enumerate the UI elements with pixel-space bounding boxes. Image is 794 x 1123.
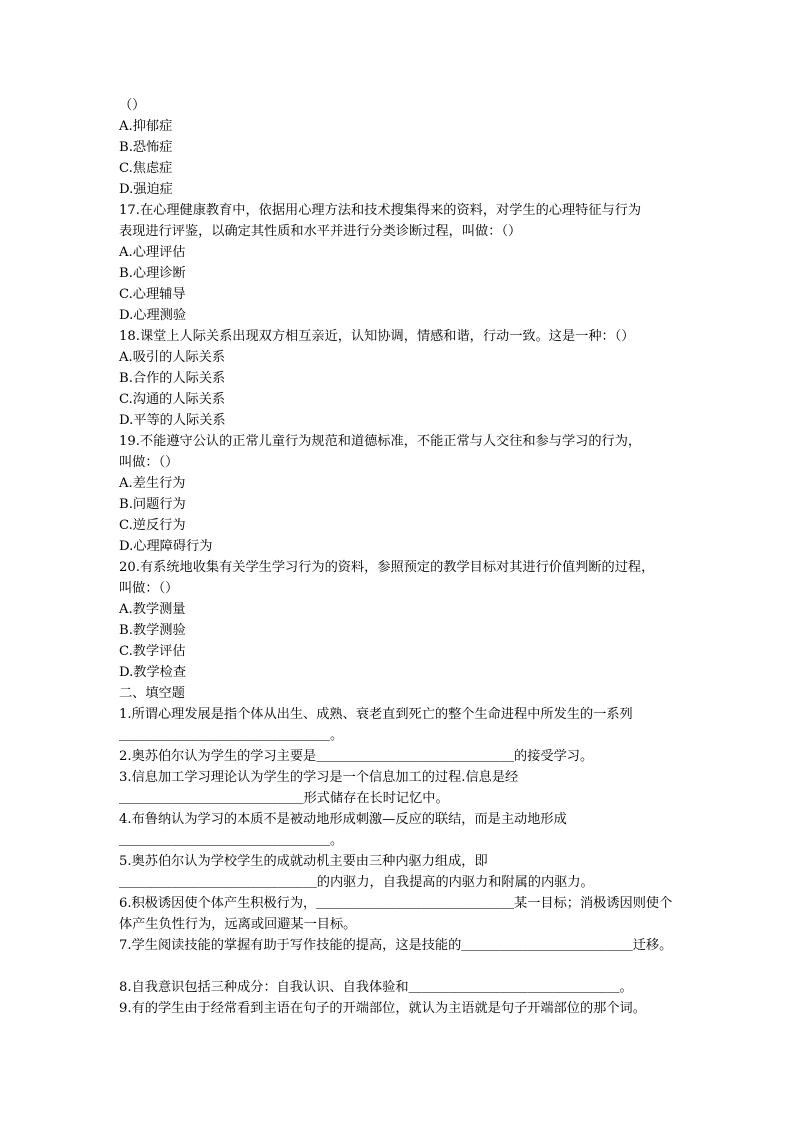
q16-option-a: A.抑郁症 (119, 119, 173, 134)
q20-option-a: A.教学测量 (119, 602, 186, 617)
fill4-line1: 4.布鲁纳认为学习的本质不是被动地形成刺激—反应的联结，而是主动地形成 (119, 812, 567, 827)
q16-option-c: C.焦虑症 (119, 161, 173, 176)
q17-option-a: A.心理评估 (119, 245, 186, 260)
q18-option-b: B.合作的人际关系 (119, 371, 226, 386)
q16-answer-paren: （） (119, 98, 146, 113)
q18-option-c: C.沟通的人际关系 (119, 392, 226, 407)
q19-option-c: C.逆反行为 (119, 518, 186, 533)
q17-option-b: B.心理诊断 (119, 266, 186, 281)
fill2-line: 2.奥苏伯尔认为学生的学习主要是＿＿＿＿＿＿＿＿＿＿＿＿＿＿＿的接受学习。 (119, 749, 594, 764)
q17-text-line1: 17.在心理健康教育中，依据用心理方法和技术搜集得来的资料，对学生的心理特征与行为 (119, 203, 642, 218)
q19-text-line2: 叫做：（） (119, 455, 179, 470)
q20-text-line1: 20.有系统地收集有关学生学习行为的资料，参照预定的教学目标对其进行价值判断的过程， (119, 560, 655, 575)
q16-option-d: D.强迫症 (119, 182, 173, 197)
q20-option-d: D.教学检查 (119, 665, 187, 680)
q17-text-line2: 表现进行评鉴，以确定其性质和水平并进行分类诊断过程，叫做：（） (119, 224, 522, 239)
q20-option-c: C.教学评估 (119, 644, 186, 659)
fill6-line1: 6.积极诱因使个体产生积极行为，＿＿＿＿＿＿＿＿＿＿＿＿＿＿＿某一目标；消极诱因则使个 (119, 896, 673, 911)
fill3-line2: ＿＿＿＿＿＿＿＿＿＿＿＿＿＿形式储存在长时记忆中。 (119, 791, 449, 806)
q16-option-b: B.恐怖症 (119, 140, 173, 155)
q20-option-b: B.教学测验 (119, 623, 186, 638)
q17-option-c: C.心理辅导 (119, 287, 186, 302)
section-heading-fill-in: 二、填空题 (119, 686, 185, 701)
fill4-line2: ＿＿＿＿＿＿＿＿＿＿＿＿＿＿＿＿。 (119, 833, 344, 848)
fill5-line1: 5.奥苏伯尔认为学校学生的成就动机主要由三种内驱力组成，即 (119, 854, 488, 869)
fill5-line2: ＿＿＿＿＿＿＿＿＿＿＿＿＿＿＿的内驱力，自我提高的内驱力和附属的内驱力。 (119, 875, 594, 890)
q20-text-line2: 叫做：（） (119, 581, 179, 596)
fill9-line: 9.有的学生由于经常看到主语在句子的开端部位，就认为主语就是句子开端部位的那个词。 (119, 1001, 646, 1016)
q19-option-d: D.心理障碍行为 (119, 539, 213, 554)
q18-option-d: D.平等的人际关系 (119, 413, 226, 428)
q18-option-a: A.吸引的人际关系 (119, 350, 226, 365)
q19-option-b: B.问题行为 (119, 497, 186, 512)
q19-text-line1: 19.不能遵守公认的正常儿童行为规范和道德标准，不能正常与人交往和参与学习的行为， (119, 434, 642, 449)
fill6-line2: 体产生负性行为，远离或回避某一目标。 (119, 917, 357, 932)
fill7-line: 7.学生阅读技能的掌握有助于写作技能的提高，这是技能的＿＿＿＿＿＿＿＿＿＿＿＿＿迁移。 (119, 938, 673, 953)
q18-text: 18.课堂上人际关系出现双方相互亲近，认知协调，情感和谐，行动一致。这是一种：（） (119, 329, 635, 344)
fill1-line1: 1.所谓心理发展是指个体从出生、成熟、衰老直到死亡的整个生命进程中所发生的一系列 (119, 707, 633, 722)
fill8-line: 8.自我意识包括三种成分：自我认识、自我体验和＿＿＿＿＿＿＿＿＿＿＿＿＿＿＿＿。 (119, 980, 633, 995)
q17-option-d: D.心理测验 (119, 308, 187, 323)
q19-option-a: A.差生行为 (119, 476, 186, 491)
fill1-line2: ＿＿＿＿＿＿＿＿＿＿＿＿＿＿＿＿。 (119, 728, 344, 743)
fill3-line1: 3.信息加工学习理论认为学生的学习是一个信息加工的过程.信息是经 (119, 770, 519, 785)
